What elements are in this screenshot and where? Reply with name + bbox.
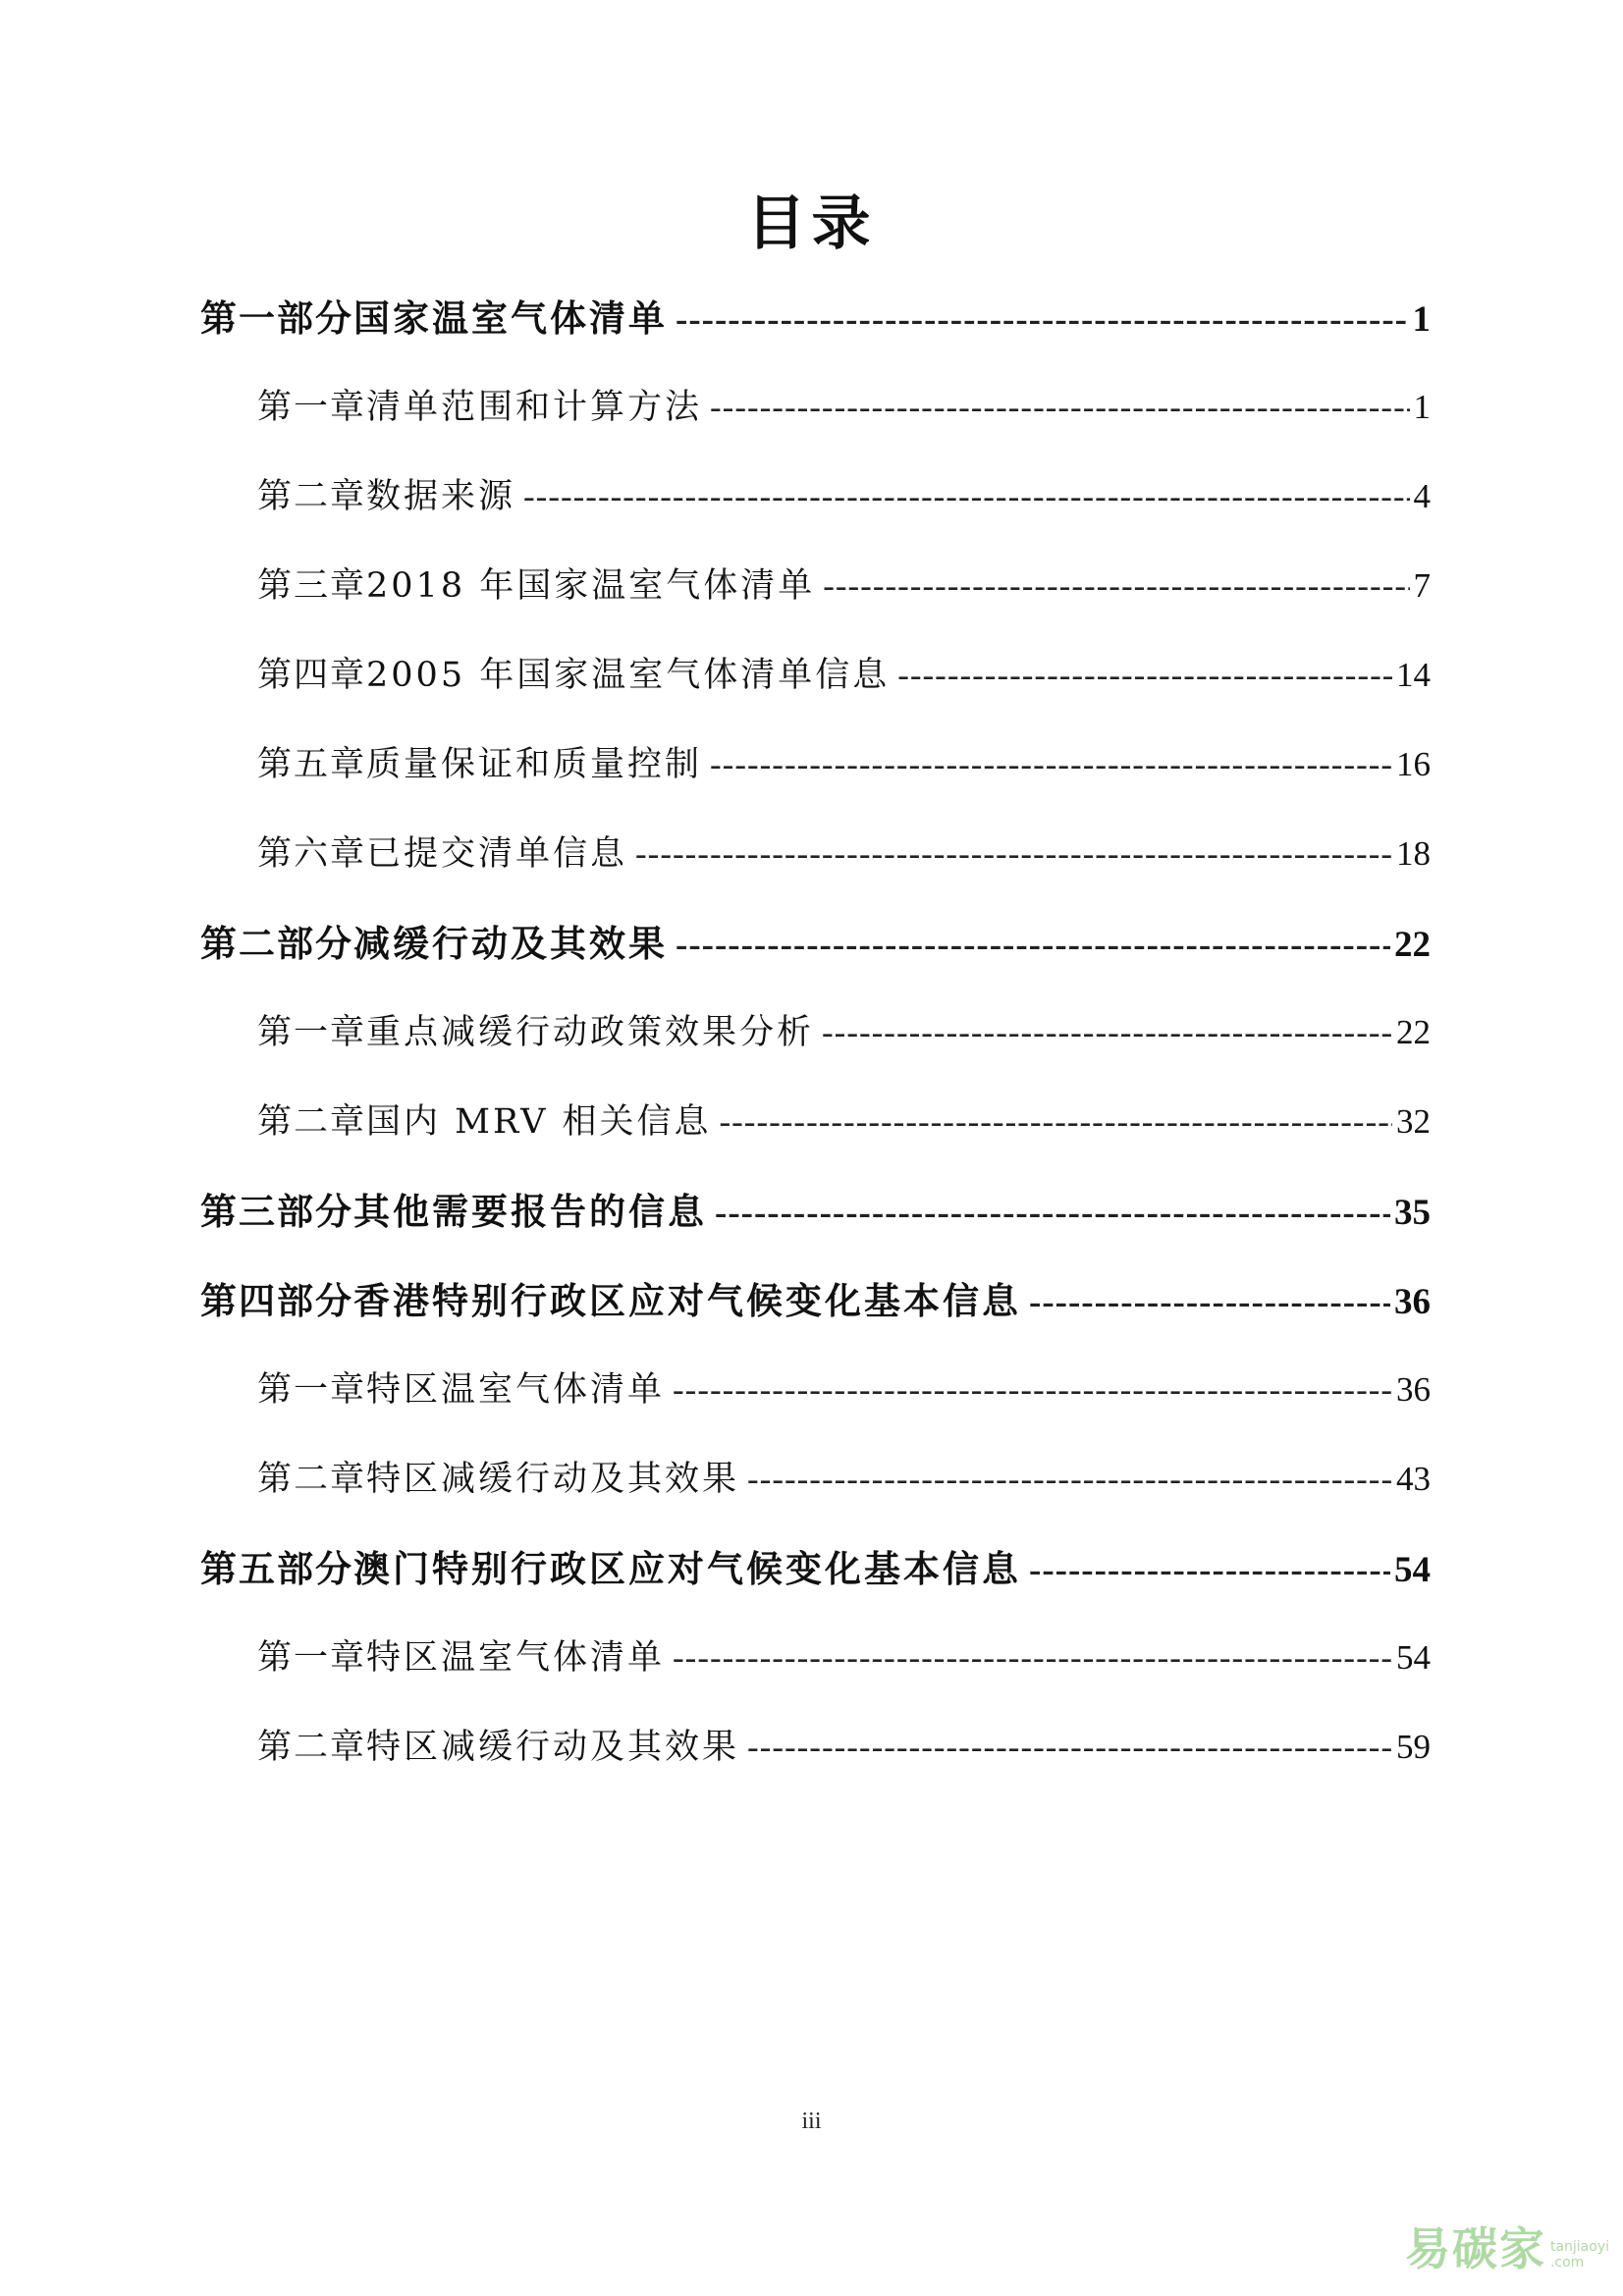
toc-entry-page: 1: [1412, 299, 1431, 340]
toc-entry-chapter[interactable]: [257, 568, 1431, 604]
toc-entry-chapter[interactable]: [257, 390, 1431, 425]
toc-dot-leader: [747, 1730, 1392, 1764]
toc-entry-number: 第二章: [257, 1102, 367, 1142]
toc-entry-title: 质量保证和质量控制: [366, 745, 703, 784]
toc-entry-page: 59: [1396, 1728, 1431, 1766]
toc-entry-page: 7: [1413, 566, 1431, 605]
toc-entry-title: 2005 年国家温室气体清单信息: [366, 656, 891, 695]
toc-dot-leader: [523, 479, 1409, 513]
toc-entry-part-2[interactable]: [200, 922, 1431, 965]
toc-entry-part-1[interactable]: [200, 296, 1431, 340]
toc-entry-part-4[interactable]: [200, 1279, 1431, 1322]
toc-entry-page: 32: [1396, 1102, 1431, 1141]
toc-entry-page: 4: [1413, 477, 1431, 515]
toc-entry-page: 16: [1396, 745, 1431, 783]
toc-dot-leader: [823, 568, 1409, 603]
toc-entry-chapter[interactable]: [257, 1104, 1431, 1140]
toc-dot-leader: [720, 1104, 1393, 1139]
watermark-logo: [1405, 2214, 1609, 2278]
watermark-site: [1550, 2240, 1609, 2270]
toc-entry-title: 数据来源: [366, 477, 516, 516]
toc-entry-chapter[interactable]: [257, 1015, 1431, 1050]
toc-dot-leader: [822, 1015, 1392, 1049]
toc-entry-number: 第一章: [257, 388, 367, 427]
toc-entry-title: 澳门特别行政区应对气候变化基本信息: [353, 1547, 1021, 1590]
toc-entry-chapter[interactable]: [257, 836, 1431, 872]
toc-entry-title: 特区减缓行动及其效果: [366, 1460, 740, 1499]
toc-dot-leader: [715, 1195, 1390, 1231]
toc-dot-leader: [673, 1372, 1392, 1407]
toc-dot-leader: [1029, 1552, 1390, 1588]
toc-entry-title: 香港特别行政区应对气候变化基本信息: [353, 1279, 1021, 1322]
toc-entry-title: 2018 年国家温室气体清单: [366, 566, 816, 606]
toc-entry-page: 22: [1396, 1013, 1431, 1051]
toc-dot-leader: [673, 1640, 1392, 1675]
toc-entry-chapter[interactable]: [257, 1640, 1431, 1676]
toc-entry-number: 第三部分: [200, 1190, 353, 1233]
toc-dot-leader: [710, 747, 1392, 781]
watermark-site-line1: tanjiaoyi: [1549, 2239, 1609, 2256]
toc-entry-part-3[interactable]: [200, 1190, 1431, 1233]
toc-entry-chapter[interactable]: [257, 1462, 1431, 1497]
toc-entry-number: 第四章: [257, 656, 367, 695]
toc-entry-title: 减缓行动及其效果: [353, 922, 668, 965]
toc-dot-leader: [747, 1462, 1392, 1496]
toc-entry-number: 第二部分: [200, 922, 353, 965]
toc-entry-number: 第二章: [257, 1728, 367, 1767]
toc-entry-page: 35: [1394, 1193, 1431, 1233]
toc-entry-chapter[interactable]: [257, 747, 1431, 782]
toc-dot-leader: [1029, 1284, 1390, 1320]
toc-entry-page: 43: [1396, 1460, 1431, 1498]
toc-entry-title: 重点减缓行动政策效果分析: [366, 1013, 815, 1052]
toc-entry-chapter[interactable]: [257, 658, 1431, 693]
toc-entry-number: 第一章: [257, 1013, 367, 1052]
toc-entry-number: 第一章: [257, 1638, 367, 1678]
toc-entry-number: 第六章: [257, 834, 367, 874]
toc-entry-chapter[interactable]: [257, 479, 1431, 514]
toc-entry-number: 第二章: [257, 477, 367, 516]
toc-entry-title: 国家温室气体清单: [353, 296, 668, 340]
toc-entry-title: 国内 MRV 相关信息: [366, 1102, 712, 1142]
toc-entry-title: 特区温室气体清单: [366, 1638, 666, 1678]
toc-dot-leader: [676, 301, 1409, 338]
toc-entry-page: 22: [1394, 925, 1431, 965]
toc-dot-leader: [676, 927, 1390, 963]
toc-entry-number: 第五部分: [200, 1547, 353, 1590]
toc-entry-chapter[interactable]: [257, 1730, 1431, 1765]
toc-entry-title: 其他需要报告的信息: [353, 1190, 707, 1233]
page-title: 目录: [746, 189, 877, 258]
toc-entry-title: 清单范围和计算方法: [366, 388, 703, 427]
toc-entry-number: 第一部分: [200, 296, 353, 340]
toc-entry-page: 54: [1396, 1638, 1431, 1677]
toc-entry-page: 36: [1394, 1282, 1431, 1322]
toc-dot-leader: [635, 836, 1392, 871]
watermark-site-line2: .com: [1549, 2254, 1585, 2270]
toc-dot-leader: [710, 390, 1409, 424]
toc-entry-page: 1: [1413, 388, 1431, 426]
toc-entry-page: 14: [1396, 656, 1431, 694]
toc-entry-chapter[interactable]: [257, 1372, 1431, 1408]
toc-entry-page: 18: [1396, 834, 1431, 873]
toc-dot-leader: [897, 658, 1392, 692]
toc-entry-number: 第二章: [257, 1460, 367, 1499]
toc-entry-number: 第四部分: [200, 1279, 353, 1322]
toc-entry-number: 第三章: [257, 566, 367, 606]
watermark-mark: 易碳家: [1404, 2222, 1546, 2275]
page-number: iii: [801, 2109, 822, 2134]
toc-entry-number: 第五章: [257, 745, 367, 784]
toc-entry-page: 36: [1396, 1370, 1431, 1409]
toc-entry-title: 特区温室气体清单: [366, 1370, 666, 1410]
toc-entry-title: 已提交清单信息: [366, 834, 628, 874]
toc-entry-page: 54: [1394, 1550, 1431, 1590]
toc-entry-title: 特区减缓行动及其效果: [366, 1728, 740, 1767]
toc-entry-number: 第一章: [257, 1370, 367, 1410]
toc-entry-part-5[interactable]: [200, 1547, 1431, 1590]
